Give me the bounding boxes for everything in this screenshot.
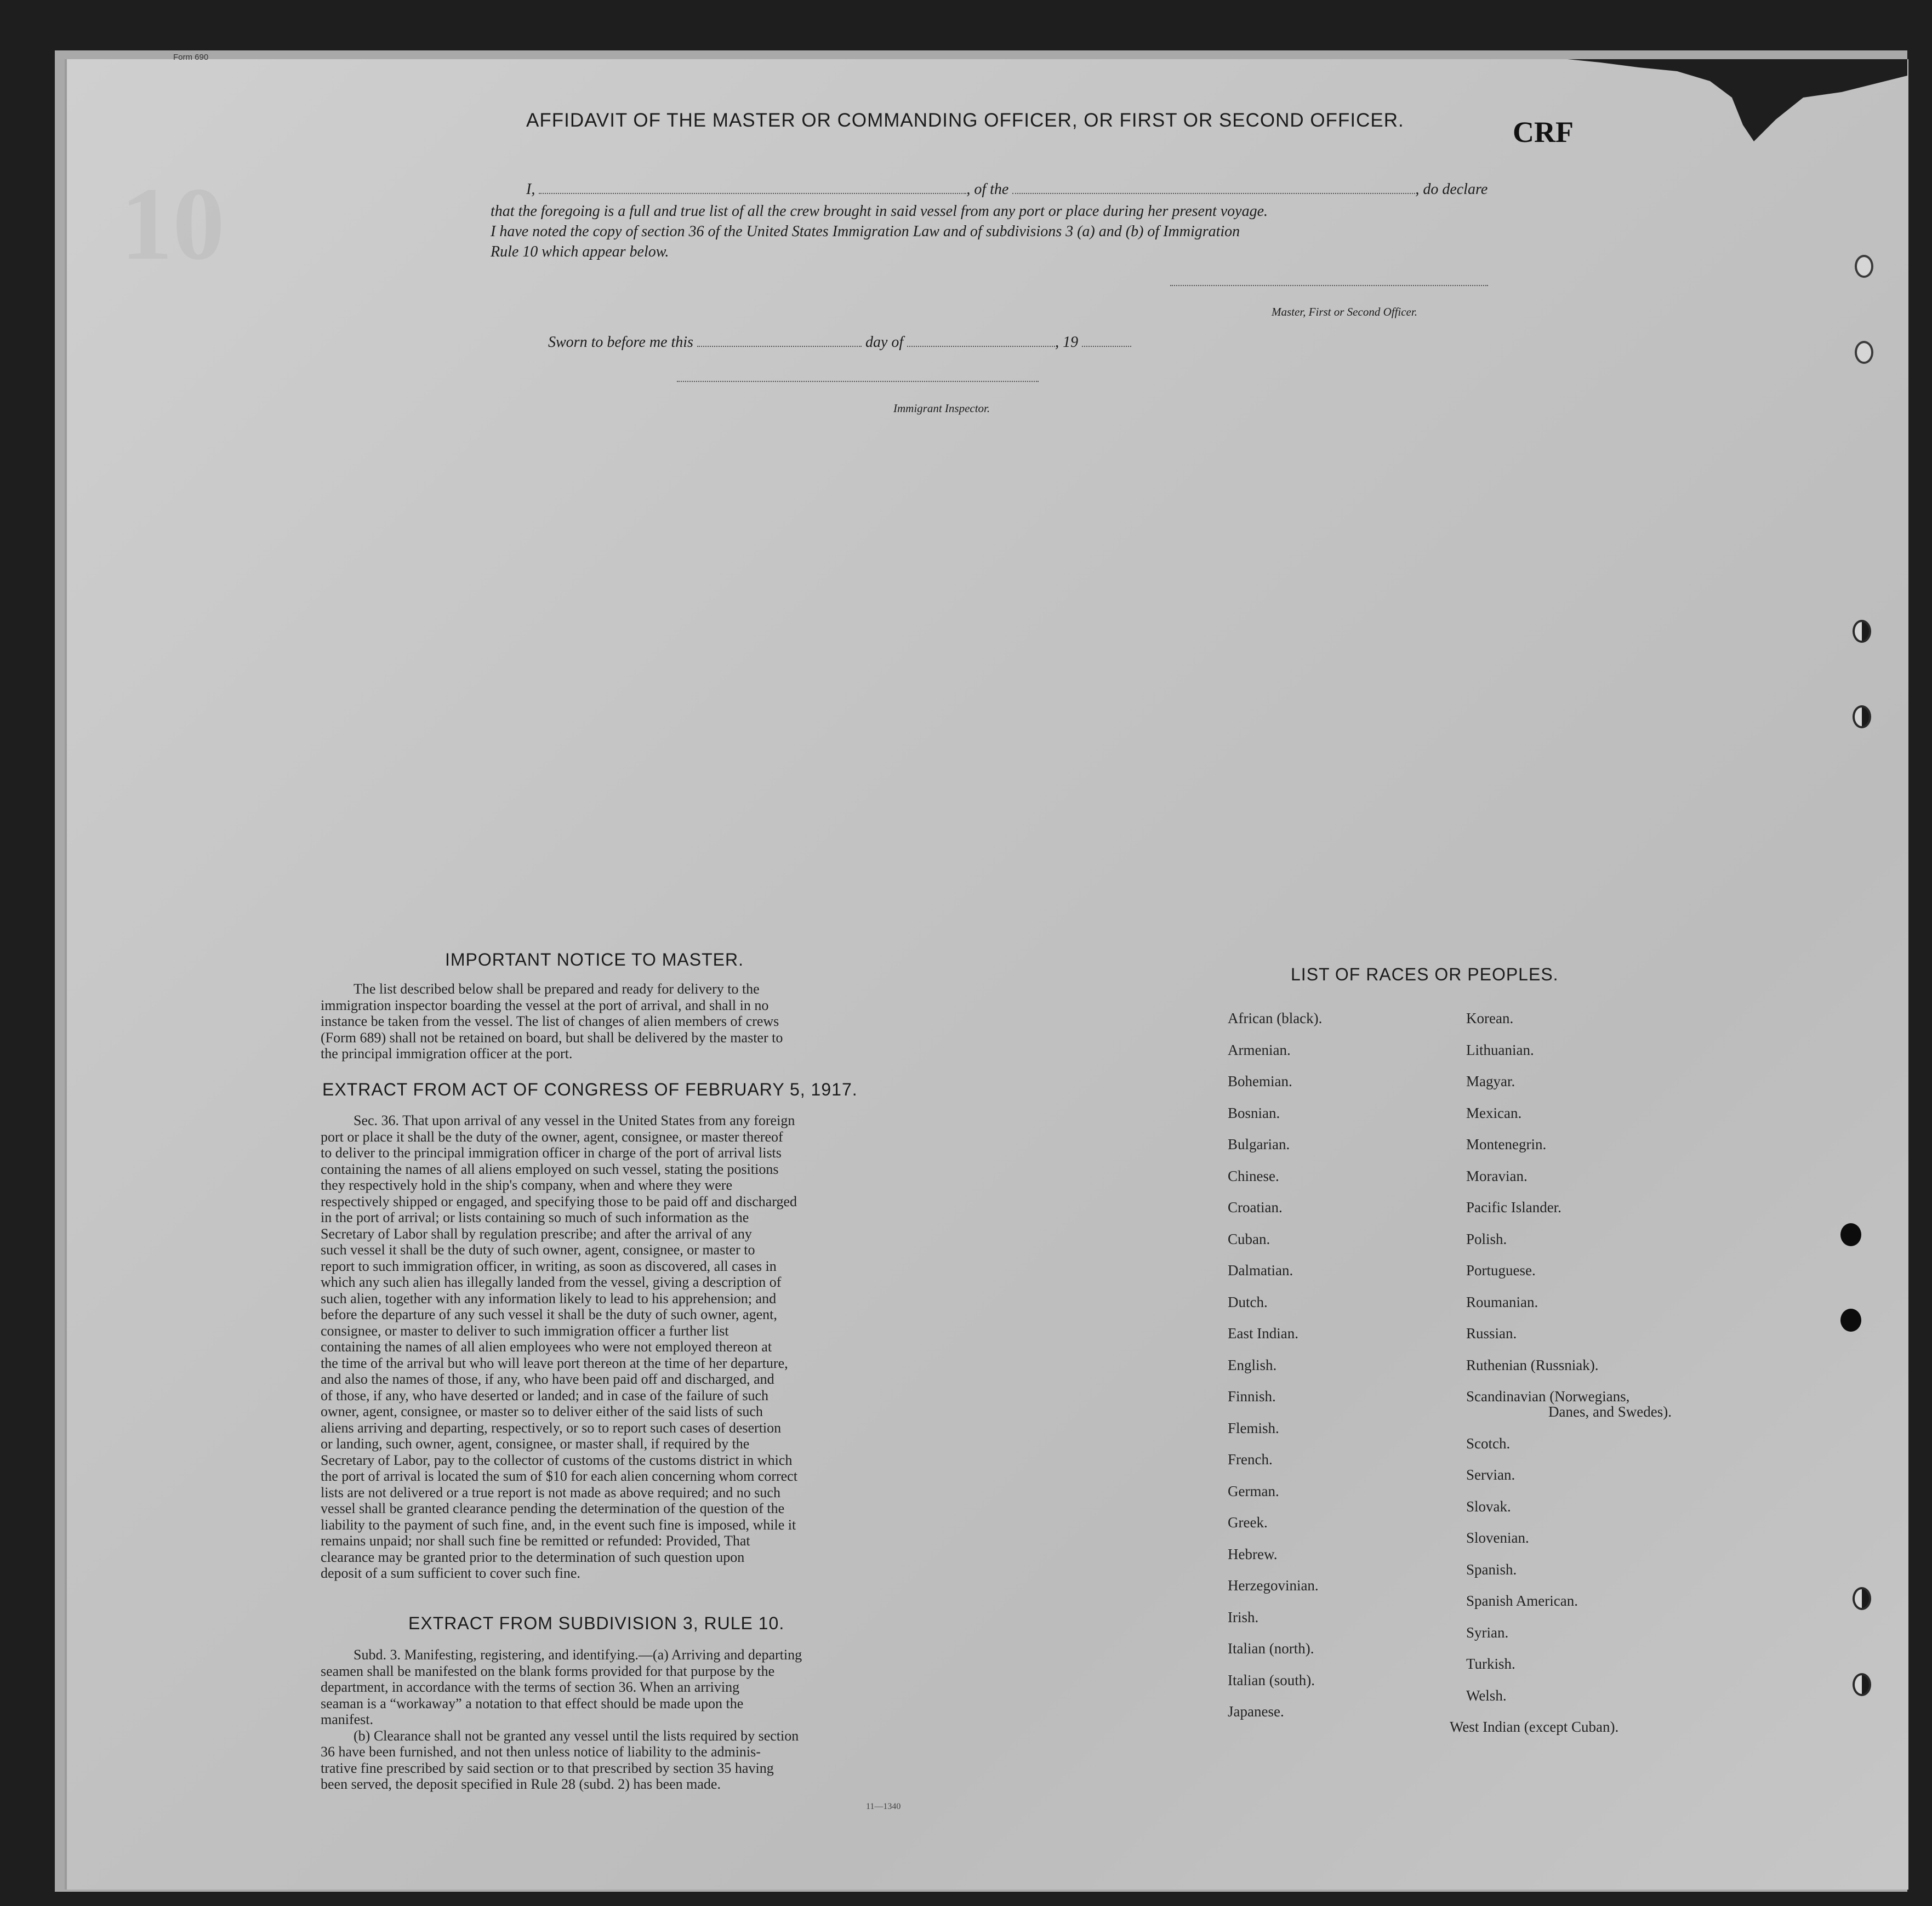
body-line: containing the names of all alien employees who were not employed thereon at [321,1339,772,1355]
body-line: seaman is a “workaway” a notation to that effect should be made upon the [321,1695,744,1711]
race-entry: Scandinavian (Norwegians, [1466,1388,1630,1405]
affidavit-line-4: Rule 10 which appear below. [491,243,669,260]
race-entry: Spanish. [1466,1561,1517,1578]
sworn-day-field[interactable] [697,346,862,347]
race-entry: Spanish American. [1466,1593,1578,1609]
race-entry: Chinese. [1228,1167,1279,1184]
form-number: Form 690 [173,53,209,62]
notice-body [321,981,934,1062]
sworn-year-prefix: , 19 [1055,334,1079,351]
race-entry: Dalmatian. [1228,1262,1293,1279]
race-entry: East Indian. [1228,1325,1298,1342]
body-line: containing the names of all aliens employed on such vessel, stating the positions [321,1161,779,1177]
race-entry: Cuban. [1228,1230,1270,1247]
race-entry: Ruthenian (Russniak). [1466,1356,1599,1373]
notice-line: the principal immigration officer at the port. [321,1046,573,1062]
rule-extract-body [321,1647,934,1793]
race-entry: Hebrew. [1228,1545,1278,1562]
affidavit-declarant-prefix: I, [526,181,535,198]
inspector-signature-field[interactable] [677,381,1039,382]
body-line: Secretary of Labor shall by regulation prescribe; and after the arrival of any [321,1225,752,1242]
punch-hole [1855,341,1873,364]
race-entry: Greek. [1228,1514,1268,1531]
races-title: LIST OF RACES OR PEOPLES. [1291,965,1559,984]
race-entry: Slovenian. [1466,1530,1529,1546]
race-entry: Bosnian. [1228,1104,1280,1121]
race-entry: Finnish. [1228,1388,1276,1405]
race-entry: German. [1228,1482,1279,1499]
body-line: which any such alien has illegally landed from the vessel, giving a description of [321,1274,782,1290]
body-line: to deliver to the principal immigration officer in charge of the port of arrival lists [321,1145,782,1161]
race-entry: Syrian. [1466,1624,1509,1641]
body-line: (b) Clearance shall not be granted any vessel until the lists required by section [354,1727,799,1744]
race-entry: Roumanian. [1466,1293,1538,1310]
race-entry: African (black). [1228,1010,1323,1026]
race-entry: Italian (north). [1228,1640,1314,1657]
race-entry: Welsh. [1466,1687,1507,1704]
print-code: 11—1340 [866,1802,901,1811]
body-line: 36 have been furnished, and not then unless notice of liability to the adminis- [321,1744,761,1760]
sworn-day-of: day of [865,334,904,351]
body-line: Secretary of Labor, pay to the collector of customs of the customs district in which [321,1452,793,1468]
body-line: the port of arrival is located the sum of $10 for each alien concerning whom correct [321,1468,797,1484]
race-entry: Korean. [1466,1010,1514,1026]
body-line: and also the names of those, if any, who have been paid off and discharged, and [321,1371,774,1387]
race-entry: Lithuanian. [1466,1041,1534,1058]
race-entry: Turkish. [1466,1656,1515,1672]
notice-title: IMPORTANT NOTICE TO MASTER. [445,950,744,969]
body-line: manifest. [321,1711,374,1727]
officer-caption: Master, First or Second Officer. [1272,305,1417,318]
body-line: the time of the arrival but who will leave port thereon at the time of her departure, [321,1355,788,1371]
torn-corner [1568,59,1907,141]
sworn-year-field[interactable] [1082,346,1131,347]
body-line: such alien, together with any information likely to lead to his apprehension; and [321,1290,777,1306]
punch-hole [1853,620,1871,643]
race-entry: Bulgarian. [1228,1136,1290,1152]
affidavit-title: AFFIDAVIT OF THE MASTER OR COMMANDING OFFICER, OR FIRST OR SECOND OFFICER. [526,110,1404,131]
race-entry: Danes, and Swedes). [1548,1403,1672,1420]
race-entry: Japanese. [1228,1703,1284,1720]
affidavit-do-declare: , do declare [1415,181,1488,198]
race-entry: Italian (south). [1228,1671,1315,1688]
body-line: clearance may be granted prior to the determination of such question upon [321,1549,745,1565]
rule-extract-title: EXTRACT FROM SUBDIVISION 3, RULE 10. [408,1613,785,1633]
punch-hole [1855,255,1873,278]
body-line: lists are not delivered or a true report is not made as above required; and no such [321,1484,780,1500]
race-entry: Armenian. [1228,1041,1291,1058]
body-line: report to such immigration officer, in writing, as soon as discovered, all cases in [321,1258,777,1274]
notice-line: The list described below shall be prepared and ready for delivery to the [354,981,760,997]
vessel-name-field[interactable] [1012,193,1415,194]
declarant-name-field[interactable] [539,193,966,194]
race-entry: Bohemian. [1228,1073,1292,1089]
race-entry: Flemish. [1228,1419,1279,1436]
race-entry: Scotch. [1466,1435,1511,1452]
body-line: Subd. 3. Manifesting, registering, and identifying.—(a) Arriving and departing [354,1647,802,1663]
bleed-through-mark: 10 [121,167,225,282]
punch-hole [1853,1673,1871,1696]
crf-stamp: CRF [1513,116,1574,149]
inspector-caption: Immigrant Inspector. [893,402,990,415]
sworn-line [548,333,1131,352]
body-line: owner, agent, consignee, or master so to deliver either of the said lists of such [321,1403,763,1419]
race-entry: Croatian. [1228,1199,1283,1215]
affidavit-of-the: , of the [966,181,1009,198]
affidavit-line-3: I have noted the copy of section 36 of the United States Immigration Law and of subdivisions 3 (a) and (b) of Immigration [491,223,1240,240]
affidavit-line-2: that the foregoing is a full and true list of all the crew brought in said vessel from any port or place during her present voyage. [491,203,1268,220]
body-line: respectively shipped or engaged, and specifying those to be paid off and discharged [321,1193,797,1209]
notice-line: immigration inspector boarding the vessel at the port of arrival, and shall in no [321,997,769,1013]
race-entry: Magyar. [1466,1073,1515,1089]
body-line: seamen shall be manifested on the blank forms provided for that purpose by the [321,1663,775,1679]
race-entry: Irish. [1228,1608,1259,1625]
punch-hole [1853,1587,1871,1610]
race-entry: Pacific Islander. [1466,1199,1561,1215]
punch-hole [1840,1309,1861,1332]
race-entry: Russian. [1466,1325,1517,1342]
notice-line: instance be taken from the vessel. The list of changes of alien members of crews [321,1013,779,1029]
race-entry: Moravian. [1466,1167,1528,1184]
race-entry: Polish. [1466,1230,1507,1247]
body-line: department, in accordance with the terms of section 36. When an arriving [321,1679,740,1695]
act-extract-body [321,1112,934,1582]
race-entry: Servian. [1466,1466,1515,1483]
race-entry: Dutch. [1228,1293,1268,1310]
body-line: such vessel it shall be the duty of such owner, agent, consignee, or master to [321,1242,755,1258]
body-line: trative fine prescribed by said section or to that prescribed by section 35 having [321,1760,774,1776]
body-line: they respectively hold in the ship's company, when and where they were [321,1177,732,1193]
race-entry: Portuguese. [1466,1262,1536,1279]
race-entry: West Indian (except Cuban). [1450,1719,1619,1735]
body-line: of those, if any, who have deserted or landed; and in case of the failure of such [321,1387,769,1403]
body-line: deposit of a sum sufficient to cover such fine. [321,1565,580,1581]
race-entry: Montenegrin. [1466,1136,1547,1152]
race-entry: Slovak. [1466,1498,1511,1515]
punch-hole [1853,705,1871,728]
race-entry: French. [1228,1451,1273,1468]
body-line: port or place it shall be the duty of the owner, agent, consignee, or master thereof [321,1128,783,1145]
sworn-prefix: Sworn to before me this [548,334,693,351]
body-line: remains unpaid; nor shall such fine be remitted or refunded: Provided, That [321,1533,750,1549]
punch-hole [1840,1223,1861,1246]
body-line: before the departure of any such vessel it shall be the duty of such owner, agent, [321,1306,777,1322]
body-line: liability to the payment of such fine, and, in the event such fine is imposed, while it [321,1516,796,1533]
body-line: vessel shall be granted clearance pending the determination of the question of the [321,1500,785,1516]
race-entry: English. [1228,1356,1277,1373]
body-line: consignee, or master to deliver to such immigration officer a further list [321,1322,729,1339]
body-line: or landing, such owner, agent, consignee, or master shall, if required by the [321,1436,750,1452]
body-line: aliens arriving and departing, respectively, or so to report such cases of desertion [321,1419,782,1436]
body-line: been served, the deposit specified in Rule 28 (subd. 2) has been made. [321,1776,721,1792]
act-extract-title: EXTRACT FROM ACT OF CONGRESS OF FEBRUARY 5, 1917. [322,1080,858,1099]
body-line: in the port of arrival; or lists containing so much of such information as the [321,1209,749,1225]
notice-line: (Form 689) shall not be retained on board, but shall be delivered by the master to [321,1029,783,1046]
sworn-month-field[interactable] [907,346,1055,347]
race-entry: Herzegovinian. [1228,1577,1319,1594]
race-entry: Mexican. [1466,1104,1522,1121]
affidavit-line-1 [526,180,1488,199]
officer-signature-field[interactable] [1170,285,1488,286]
body-line: Sec. 36. That upon arrival of any vessel in the United States from any foreign [354,1112,795,1128]
